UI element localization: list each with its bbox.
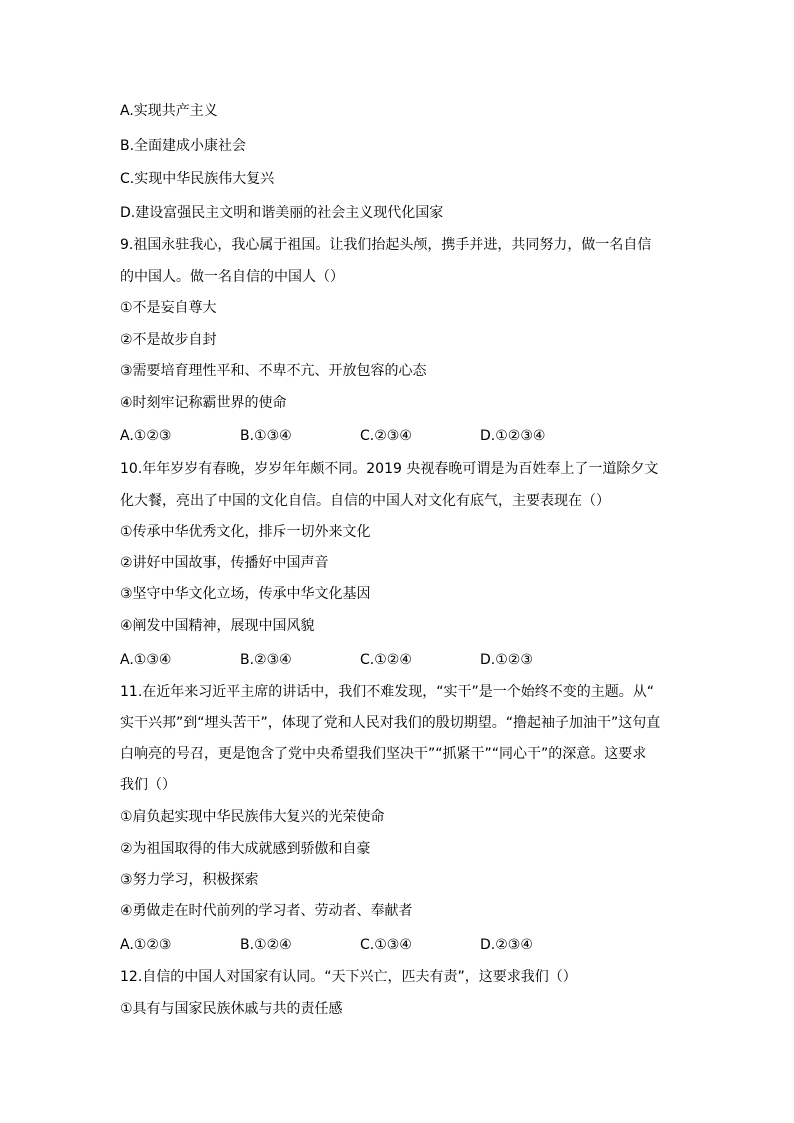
q11-choice-d: D.②③④ [480, 937, 533, 953]
q10-choice-a: A.①③④ [120, 652, 172, 668]
q11-stem-line1: 11.在近年来习近平主席的讲话中，我们不难发现，“实干”是一个始终不变的主题。从“ [120, 684, 655, 700]
q8-option-b: B.全面建成小康社会 [120, 138, 247, 154]
q11-choice-c: C.①③④ [360, 937, 412, 953]
q11-stem-line4: 我们（） [120, 777, 176, 793]
q8-option-d: D.建设富强民主文明和谐美丽的社会主义现代化国家 [120, 205, 444, 221]
q9-stem-line1: 9.祖国永驻我心，我心属于祖国。让我们抬起头颅，携手并进，共同努力，做一名自信 [120, 237, 652, 253]
q11-stem-line2: 实干兴邦”到“埋头苦干”，体现了党和人民对我们的殷切期望。“撸起袖子加油干”这句直 [120, 715, 661, 731]
q9-item-1: ①不是妄自尊大 [120, 300, 217, 316]
q9-choice-d: D.①②③④ [480, 428, 546, 444]
q9-choice-b: B.①③④ [240, 428, 292, 444]
q12-stem-line1: 12.自信的中国人对国家有认同。“天下兴亡，匹夫有责”，这要求我们（） [120, 969, 577, 985]
q10-item-1: ①传承中华优秀文化，排斥一切外来文化 [120, 524, 371, 540]
q11-stem-line3: 白响亮的号召，更是饱含了党中央希望我们坚决干”“抓紧干”“同心干”的深意。这要求 [120, 746, 647, 762]
q10-choice-c: C.①②④ [360, 652, 412, 668]
q11-item-4: ④勇做走在时代前列的学习者、劳动者、奉献者 [120, 903, 413, 919]
q8-option-a: A.实现共产主义 [120, 103, 218, 119]
q11-item-3: ③努力学习，积极探索 [120, 872, 259, 888]
q9-item-4: ④时刻牢记称霸世界的使命 [120, 395, 287, 411]
q11-item-1: ①肩负起实现中华民族伟大复兴的光荣使命 [120, 809, 385, 825]
q10-stem-line1: 10.年年岁岁有春晚，岁岁年年颇不同。2019 央视春晚可谓是为百姓奉上了一道除夕文 [120, 461, 659, 477]
q9-item-2: ②不是故步自封 [120, 332, 217, 348]
q10-choice-b: B.②③④ [240, 652, 292, 668]
q10-item-3: ③坚守中华文化立场，传承中华文化基因 [120, 586, 371, 602]
q9-choice-c: C.②③④ [360, 428, 412, 444]
q8-option-c: C.实现中华民族伟大复兴 [120, 171, 275, 187]
q10-stem-line2: 化大餐，亮出了中国的文化自信。自信的中国人对文化有底气，主要表现在（） [120, 493, 610, 509]
q10-choice-d: D.①②③ [480, 652, 533, 668]
q11-item-2: ②为祖国取得的伟大成就感到骄傲和自豪 [120, 841, 371, 857]
q11-choice-a: A.①②③ [120, 937, 172, 953]
q12-item-1: ①具有与国家民族休戚与共的责任感 [120, 1001, 343, 1017]
q9-choice-a: A.①②③ [120, 428, 172, 444]
q9-item-3: ③需要培育理性平和、不卑不亢、开放包容的心态 [120, 363, 427, 379]
q11-choice-b: B.①②④ [240, 937, 292, 953]
q9-stem-line2: 的中国人。做一名自信的中国人（） [120, 269, 344, 285]
q10-item-2: ②讲好中国故事，传播好中国声音 [120, 555, 329, 571]
q10-item-4: ④阐发中国精神，展现中国风貌 [120, 618, 315, 634]
